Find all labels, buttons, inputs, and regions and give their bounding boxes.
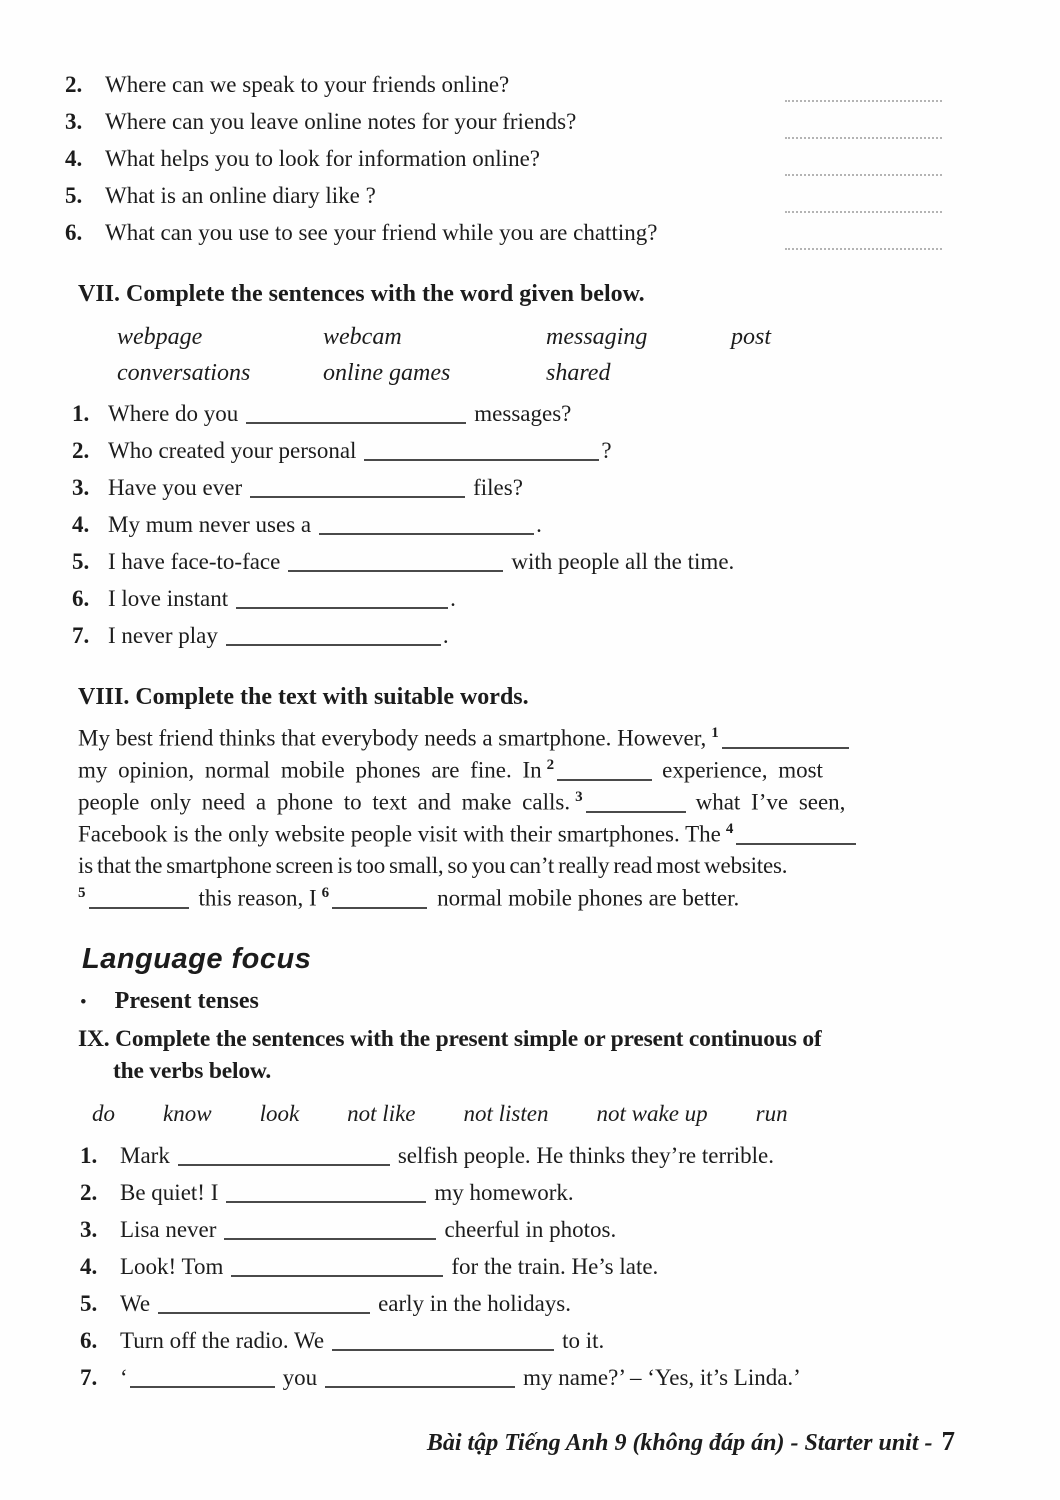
word-bank-word: online games [323, 360, 451, 386]
item-number: 2. [72, 438, 90, 463]
answer-blank [178, 1164, 390, 1166]
item-text: I never play . [108, 623, 449, 648]
question-number: 6. [65, 220, 83, 245]
section-vii-heading: VII. Complete the sentences with the word given below. [78, 281, 645, 307]
word-bank-word: messaging [546, 324, 648, 350]
blank-number: 5 [78, 885, 86, 901]
item-number: 6. [72, 586, 90, 611]
item-text: My mum never uses a . [108, 512, 542, 537]
answer-blank [130, 1386, 275, 1388]
word-bank-word: post [731, 324, 772, 350]
exercise-ix-list [0, 1143, 1060, 1402]
item-number: 6. [80, 1328, 98, 1353]
word-bank-word: webcam [323, 324, 402, 350]
fill-item [80, 1328, 1060, 1365]
question-number: 3. [65, 109, 83, 134]
section-viii-heading: VIII. Complete the text with suitable words. [78, 684, 529, 710]
fill-item [80, 1143, 1060, 1180]
fill-item [72, 549, 1060, 586]
question-item [65, 72, 942, 109]
answer-blank [158, 1312, 370, 1314]
blank-number: 2 [546, 757, 555, 773]
bullet-icon: • [80, 992, 87, 1013]
question-item [65, 220, 942, 257]
cloze-line: $^5$ this reason, I $^6$ normal mobile phones are better. [78, 885, 740, 911]
answer-blank [319, 533, 534, 535]
footer-text: Bài tập Tiếng Anh 9 (không đáp án) - Starter unit - [426, 1430, 933, 1456]
fill-item [80, 1180, 1060, 1217]
cloze-line: my opinion, normal mobile phones are fine. In $^2$ experience, most [78, 757, 823, 783]
answer-blank [224, 1238, 436, 1240]
cloze-blank [332, 907, 427, 909]
question-text: What is an online diary like ? [105, 183, 376, 208]
item-text: Look! Tom for the train. He’s late. [120, 1254, 659, 1279]
question-text: Where can you leave online notes for your friends? [105, 109, 577, 134]
present-tenses-label: Present tenses [114, 988, 259, 1014]
heading-line: IX. Complete the sentences with the present simple or present continuous of [78, 1026, 822, 1052]
item-text: I love instant . [108, 586, 456, 611]
question-text: What can you use to see your friend while you are chatting? [105, 220, 658, 245]
item-text: Lisa never cheerful in photos. [120, 1217, 617, 1242]
item-text: Have you ever files? [108, 475, 523, 500]
page-number: 7 [941, 1426, 955, 1456]
cloze-blank [586, 811, 686, 813]
open-question-list [0, 0, 1060, 257]
answer-blank [325, 1386, 515, 1388]
fill-item [80, 1291, 1060, 1328]
answer-blank [226, 1201, 426, 1203]
item-number: 7. [80, 1365, 98, 1390]
verb-bank-word: not listen [463, 1101, 549, 1126]
verb-bank-word: know [163, 1101, 212, 1126]
answer-line [785, 100, 942, 102]
blank-number: 3 [575, 789, 583, 805]
footer [0, 1426, 1060, 1457]
fill-item [72, 586, 1060, 623]
blank-number: 6 [321, 885, 330, 901]
item-text: Be quiet! I my homework. [120, 1180, 574, 1205]
item-text: I have face-to-face with people all the time. [108, 549, 735, 574]
verb-bank-word: do [92, 1101, 115, 1126]
answer-blank [288, 570, 503, 572]
cloze-line: people only need a phone to text and make calls. $^3$ what I’ve seen, [78, 789, 846, 815]
item-text: We early in the holidays. [120, 1291, 571, 1316]
answer-blank [246, 422, 466, 424]
fill-item [72, 475, 1060, 512]
cloze-line: Facebook is the only website people visit with their smartphones. The $^4$ [78, 821, 960, 853]
question-item [65, 109, 942, 146]
verb-bank-word: look [259, 1101, 300, 1126]
question-text: Where can we speak to your friends online? [105, 72, 510, 97]
verb-bank-word: not like [347, 1101, 416, 1126]
item-text: Who created your personal ? [108, 438, 612, 463]
item-number: 5. [80, 1291, 98, 1316]
question-item [65, 183, 942, 220]
section-ix-heading [78, 1023, 970, 1087]
item-number: 3. [80, 1217, 98, 1242]
answer-blank [364, 459, 599, 461]
item-number: 5. [72, 549, 90, 574]
answer-line [785, 174, 942, 176]
verb-bank-word: not wake up [596, 1101, 708, 1126]
cloze-blank [557, 779, 652, 781]
cloze-blank [736, 843, 856, 845]
item-text: Where do you messages? [108, 401, 572, 426]
answer-line [785, 211, 942, 213]
fill-item [72, 623, 1060, 660]
blank-number: 1 [711, 725, 719, 741]
answer-line [785, 137, 942, 139]
fill-item [80, 1254, 1060, 1291]
question-number: 5. [65, 183, 83, 208]
language-focus-title: Language focus [82, 943, 312, 975]
word-bank-word: conversations [117, 360, 251, 386]
word-bank [117, 324, 1060, 387]
cloze-line: is that the smartphone screen is too small, so you can’t really read most websites. [78, 853, 788, 878]
fill-item [72, 438, 1060, 475]
fill-item [80, 1365, 1060, 1402]
topic-bullet-row [80, 988, 1060, 1015]
fill-item [80, 1217, 1060, 1254]
item-text: ‘ you my name?’ – ‘Yes, it’s Linda.’ [120, 1365, 801, 1390]
answer-blank [236, 607, 448, 609]
fill-item [72, 512, 1060, 549]
item-number: 3. [72, 475, 90, 500]
answer-line [785, 248, 942, 250]
answer-blank [332, 1349, 554, 1351]
item-text: Turn off the radio. We to it. [120, 1328, 605, 1353]
cloze-blank [722, 747, 849, 749]
verb-bank-word: run [755, 1101, 788, 1126]
cloze-line: My best friend thinks that everybody needs a smartphone. However, $^1$ [78, 725, 960, 757]
cloze-blank [89, 907, 189, 909]
answer-blank [231, 1275, 443, 1277]
question-number: 2. [65, 72, 83, 97]
item-number: 2. [80, 1180, 98, 1205]
answer-blank [250, 496, 465, 498]
item-number: 1. [80, 1143, 98, 1168]
item-number: 4. [80, 1254, 98, 1279]
fill-item [72, 401, 1060, 438]
answer-blank [226, 644, 441, 646]
item-number: 1. [72, 401, 90, 426]
word-bank-word: shared [546, 360, 611, 386]
question-item [65, 146, 942, 183]
question-text: What helps you to look for information online? [105, 146, 540, 171]
item-number: 7. [72, 623, 90, 648]
item-text: Mark selfish people. He thinks they’re terrible. [120, 1143, 775, 1168]
blank-number: 4 [725, 821, 734, 837]
exercise-vii-list [0, 401, 1060, 660]
cloze-paragraph [78, 725, 960, 917]
word-bank-word: webpage [117, 324, 203, 350]
heading-line: the verbs below. [113, 1058, 272, 1084]
question-number: 4. [65, 146, 83, 171]
item-number: 4. [72, 512, 90, 537]
verb-bank [92, 1101, 1060, 1127]
